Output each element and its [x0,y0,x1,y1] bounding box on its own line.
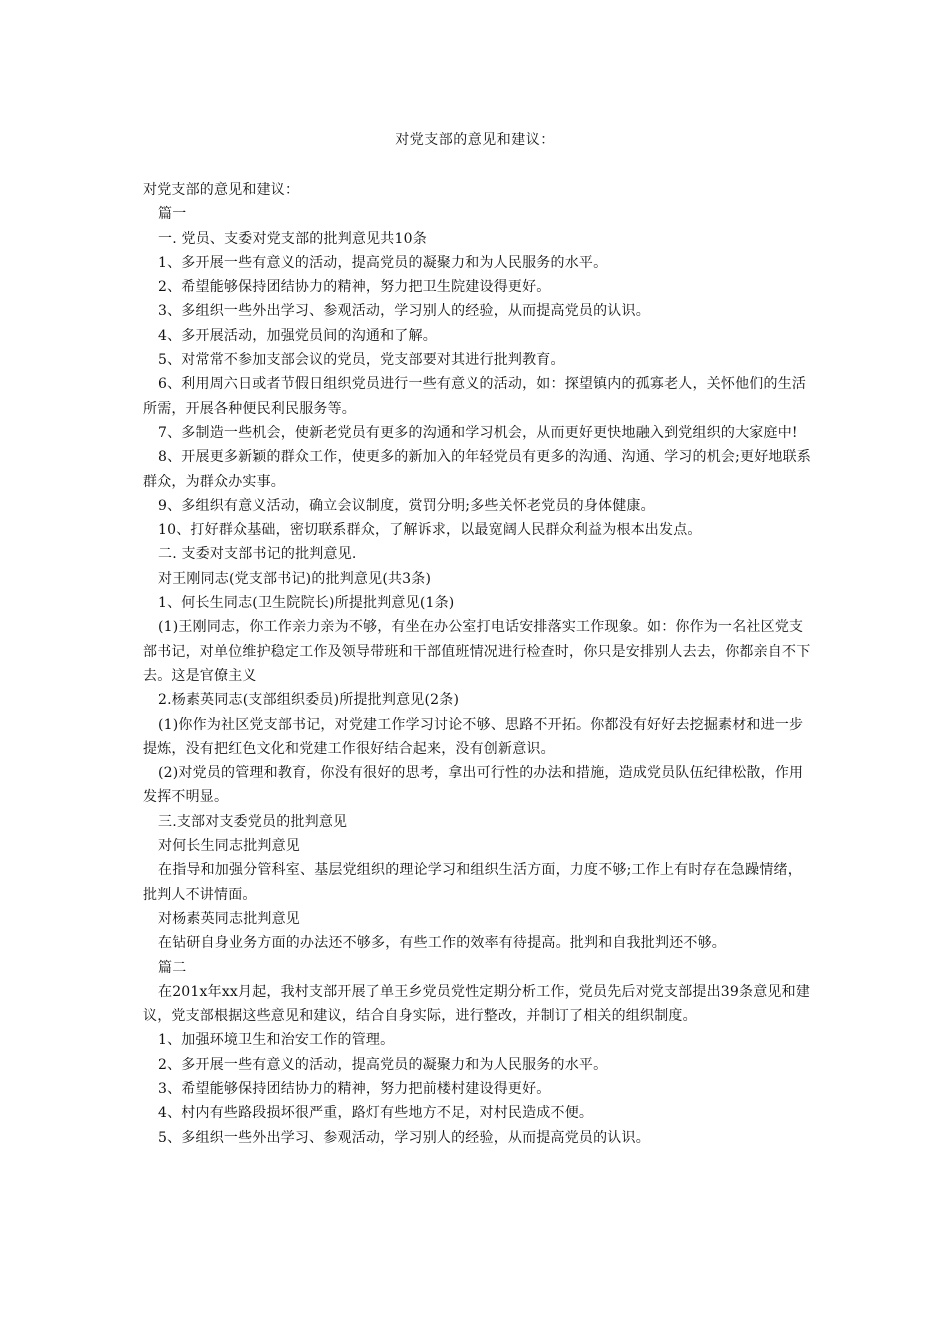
list-item: 8、开展更多新颖的群众工作，使更多的新加入的年轻党员有更多的沟通、沟通、学习的机会;更好地联系群众，为群众办实事。 [143,449,812,490]
list-item: 4、村内有些路段损坏很严重，路灯有些地方不足，对村民造成不便。 [158,1105,594,1122]
paragraph: 在指导和加强分管科室、基层党组织的理论学习和组织生活方面，力度不够;工作上有时存在急躁情绪，批判人不讲情面。 [143,862,802,903]
list-item: 10、打好群众基础，密切联系群众，了解诉求，以最宽阔人民群众利益为根本出发点。 [158,522,702,539]
document-body [143,178,815,1150]
section-heading-part-one: 篇一 [158,206,187,223]
list-item: 9、多组织有意义活动，确立会议制度，赏罚分明;多些关怀老党员的身体健康。 [158,497,655,514]
list-item: 3、希望能够保持团结协力的精神，努力把前楼村建设得更好。 [158,1080,551,1097]
list-item: 2、多开展一些有意义的活动，提高党员的凝聚力和为人民服务的水平。 [158,1056,608,1073]
list-item: 1、多开展一些有意义的活动，提高党员的凝聚力和为人民服务的水平。 [158,254,608,271]
list-item: 2、希望能够保持团结协力的精神，努力把卫生院建设得更好。 [158,279,551,296]
list-item: 6、利用周六日或者节假日组织党员进行一些有意义的活动，如：探望镇内的孤寡老人，关怀他们的生活所需，开展各种便民利民服务等。 [143,376,807,417]
paragraph: 在201x年xx月起，我村支部开展了单王乡党员党性定期分析工作，党员先后对党支部提出39条意见和建议，党支部根据这些意见和建议，结合自身实际，进行整改，并制订了相关的组织制度。 [143,983,811,1025]
list-item: 4、多开展活动，加强党员间的沟通和了解。 [158,327,437,344]
paragraph: 对何长生同志批判意见 [158,838,300,855]
subsection-heading-1: 一. 党员、支委对党支部的批判意见共10条 [158,230,427,247]
list-item: 1、加强环境卫生和治安工作的管理。 [158,1032,395,1049]
paragraph: 对杨素英同志批判意见 [158,910,300,927]
paragraph: (1)你作为社区党支部书记，对党建工作学习讨论不够、思路不开拓。你都没有好好去挖掘素材和进一步提炼，没有把红色文化和党建工作很好结合起来，没有创新意识。 [143,716,804,757]
list-item: 7、多制造一些机会，使新老党员有更多的沟通和学习机会，从而更好更快地融入到党组织的大家庭中! [158,424,798,441]
subsection-heading-2: 二. 支委对支部书记的批判意见. [158,546,357,563]
intro-heading: 对党支部的意见和建议： [143,182,300,198]
list-item: 5、多组织一些外出学习、参观活动，学习别人的经验，从而提高党员的认识。 [158,1129,650,1146]
paragraph: (2)对党员的管理和教育，你没有很好的思考，拿出可行性的办法和措施，造成党员队伍纪律松散，作用发挥不明显。 [143,765,804,806]
document-title: 对党支部的意见和建议： [395,132,555,148]
subsection-heading-3: 三.支部对支委党员的批判意见 [158,813,348,830]
section-heading-part-two: 篇二 [158,959,187,976]
list-item: 3、多组织一些外出学习、参观活动，学习别人的经验，从而提高党员的认识。 [158,303,650,320]
paragraph: 2.杨素英同志(支部组织委员)所提批判意见(2条) [158,692,460,709]
paragraph: (1)王刚同志，你工作亲力亲为不够，有坐在办公室打电话安排落实工作现象。如：你作为一名社区党支部书记，对单位维护稳定工作及领导带班和干部值班情况进行检查时，你只是安排别人去去，你都亲自不下去。这是官僚主义 [143,619,811,684]
paragraph: 对王刚同志(党支部书记)的批判意见(共3条) [158,570,432,587]
list-item: 5、对常常不参加支部会议的党员，党支部要对其进行批判教育。 [158,352,565,369]
paragraph: 在钻研自身业务方面的办法还不够多，有些工作的效率有待提高。批判和自我批判还不够。 [158,935,726,952]
paragraph: 1、何长生同志(卫生院院长)所提批判意见(1条) [158,595,455,612]
